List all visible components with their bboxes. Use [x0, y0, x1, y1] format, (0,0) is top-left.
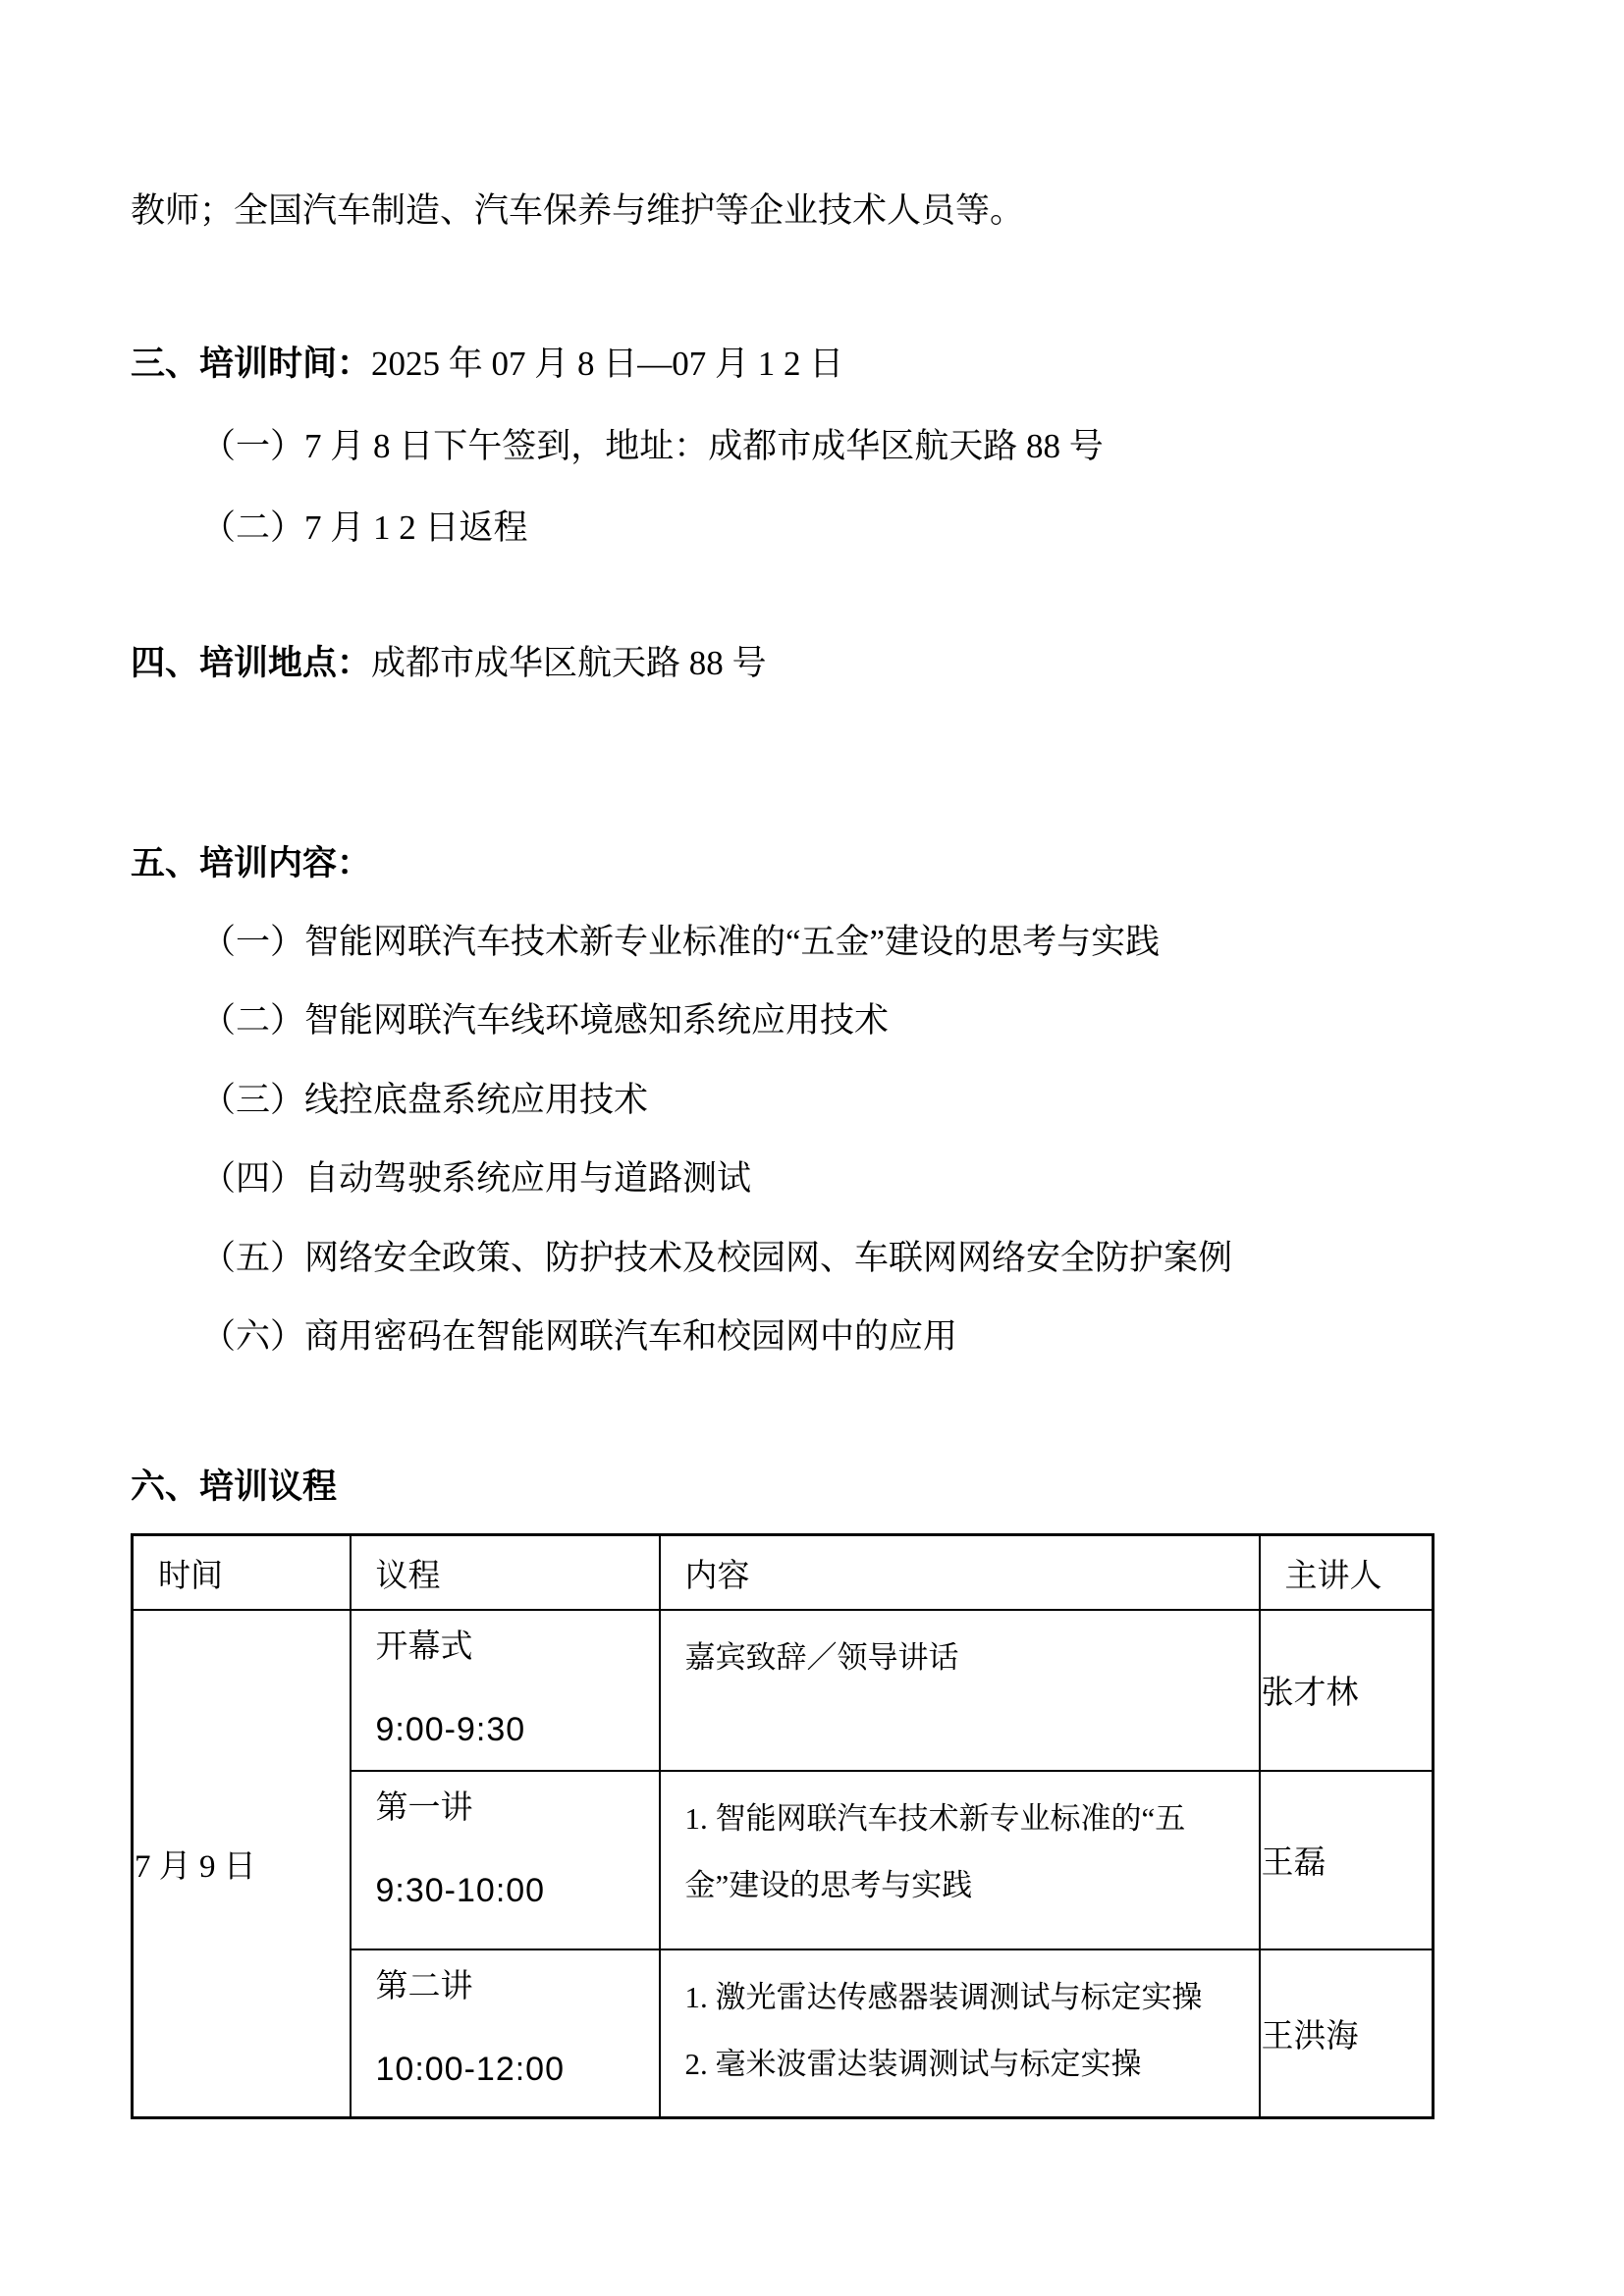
- agenda-title: 开幕式: [375, 1629, 473, 1665]
- header-cell-time: 时间: [133, 1535, 351, 1610]
- agenda-cell: [351, 1771, 660, 1949]
- section3-value: 2025 年 07 月 8 日—07 月 1 2 日: [371, 344, 844, 383]
- agenda-table: [131, 1533, 1435, 2119]
- agenda-title: 第一讲: [375, 1789, 473, 1826]
- section3-label: 三、培训时间：: [131, 344, 372, 383]
- content-line: 2. 毫米波雷达装调测试与标定实操: [684, 2046, 1142, 2081]
- intro-paragraph: 教师；全国汽车制造、汽车保养与维护等企业技术人员等。: [131, 191, 1025, 230]
- header-cell-content: 内容: [660, 1535, 1260, 1610]
- agenda-cell: [351, 1949, 660, 2118]
- agenda-title: 第二讲: [375, 1968, 473, 2004]
- section3-item-2: （二）7 月 1 2 日返程: [201, 508, 528, 548]
- section5-item-6: （六）商用密码在智能网联汽车和校园网中的应用: [201, 1317, 958, 1356]
- header-cell-speaker: 主讲人: [1260, 1535, 1434, 1610]
- section5-item-5: （五）网络安全政策、防护技术及校园网、车联网网络安全防护案例: [201, 1238, 1233, 1277]
- section5-item-4: （四）自动驾驶系统应用与道路测试: [201, 1159, 752, 1198]
- section3-item-1: （一）7 月 8 日下午签到，地址：成都市成华区航天路 88 号: [201, 426, 1104, 465]
- section4-label: 四、培训地点：: [131, 644, 372, 682]
- speaker-cell: 王磊: [1260, 1771, 1434, 1949]
- content-line: 嘉宾致辞／领导讲话: [684, 1639, 959, 1675]
- agenda-cell: [351, 1610, 660, 1771]
- agenda-time: 10:00-12:00: [375, 2050, 565, 2088]
- section4-heading: [131, 642, 1467, 685]
- content-cell: [660, 1949, 1260, 2118]
- section5-label: 五、培训内容：: [131, 843, 372, 882]
- speaker-cell: 王洪海: [1260, 1949, 1434, 2118]
- date-cell: 7 月 9 日: [133, 1610, 351, 2118]
- content-cell: [660, 1610, 1260, 1771]
- section3-heading: [131, 343, 1467, 386]
- content-line: 1. 激光雷达传感器装调测试与标定实操: [684, 1979, 1203, 2014]
- section4-value: 成都市成华区航天路 88 号: [371, 644, 767, 682]
- table-row: [133, 1610, 1434, 1771]
- section5-heading: [131, 842, 1467, 885]
- section5-item-2: （二）智能网联汽车线环境感知系统应用技术: [201, 1001, 890, 1040]
- table-header-row: [133, 1535, 1434, 1610]
- agenda-time: 9:30-10:00: [375, 1871, 546, 1909]
- section6-heading: [131, 1466, 1467, 1509]
- agenda-time: 9:00-9:30: [375, 1710, 526, 1748]
- content-cell: [660, 1771, 1260, 1949]
- section5-item-1: （一）智能网联汽车技术新专业标准的“五金”建设的思考与实践: [201, 922, 1161, 961]
- speaker-cell: 张才林: [1260, 1610, 1434, 1771]
- content-line: 1. 智能网联汽车技术新专业标准的“五金”建设的思考与实践: [684, 1800, 1186, 1902]
- header-cell-agenda: 议程: [351, 1535, 660, 1610]
- section6-label: 六、培训议程: [131, 1467, 338, 1506]
- section5-item-3: （三）线控底盘系统应用技术: [201, 1080, 649, 1119]
